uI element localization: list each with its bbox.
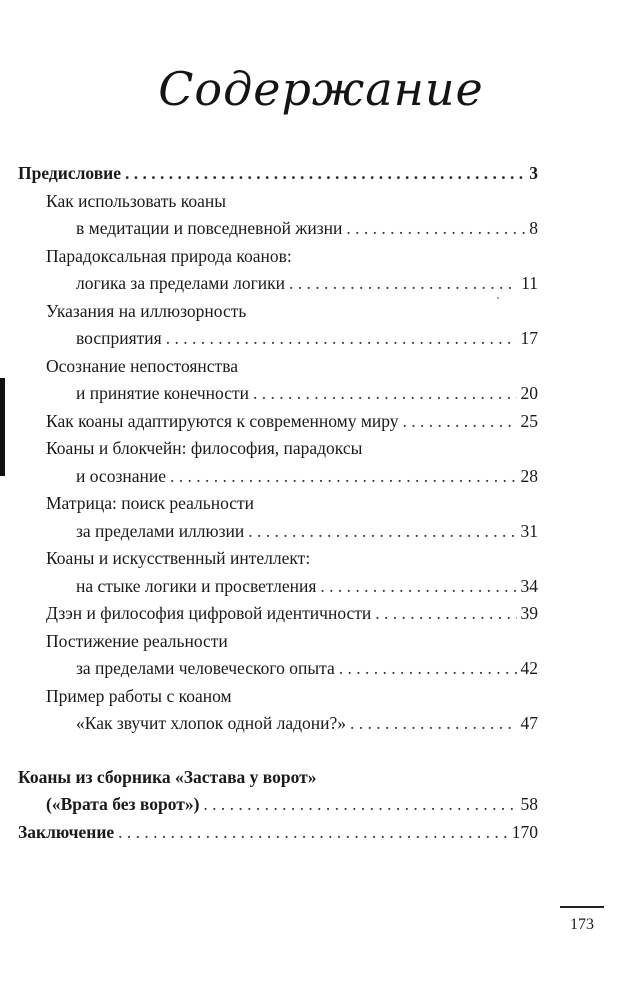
toc-entry-line1[interactable]: Постижение реальности [46,630,228,651]
toc-entry-line1[interactable]: Осознание непостоянства [46,355,238,376]
toc-entry-line1[interactable]: Указания на иллюзорность [46,300,247,321]
toc-entry-text: за пределами человеческого опыта [76,658,335,678]
toc-page-number: 31 [520,520,538,541]
toc-page-number: 39 [520,603,538,623]
toc-page-number: 42 [520,658,538,678]
toc-entry-text: Дзэн и философия цифровой идентичности [46,603,372,623]
toc-page-number: 58 [520,794,538,814]
toc-entry-line2[interactable] [18,463,538,491]
toc-leader-dots [125,160,525,188]
toc-entry-line2[interactable] [18,215,538,243]
toc-entry-line2[interactable] [18,573,538,601]
toc-entry-text: восприятия [76,328,162,348]
section-gap [18,738,538,764]
toc-leader-dots [320,573,516,601]
scan-edge-mark [0,378,5,476]
toc-entry-line2[interactable] [18,710,538,738]
toc-entry-preface[interactable] [18,160,538,188]
toc-entry-text: Как коаны адаптируются к современному миру [46,410,399,431]
toc-leader-dots [166,325,517,353]
toc-entry-conclusion[interactable] [18,819,538,847]
toc-entry-text: Предисловие [18,163,122,183]
toc-entry-line1[interactable]: Как использовать коаны [46,190,226,211]
page-number: 173 [570,916,594,933]
toc-entry-koans-line2[interactable] [18,791,538,819]
page-title: Содержание [158,62,484,116]
toc-leader-dots [203,791,516,819]
toc-leader-dots [289,270,517,298]
toc-entry-line2[interactable] [18,270,538,298]
toc-entry-koans-line1[interactable]: Коаны из сборника «Застава у ворот» [18,766,317,787]
toc-page-number: 170 [511,821,538,842]
toc-page-number: 34 [520,575,538,596]
toc-entry-line2[interactable] [18,380,538,408]
toc-page-number: 17 [520,328,538,348]
toc-entry-line2[interactable] [18,325,538,353]
toc-entry-line2[interactable] [18,655,538,683]
toc-leader-dots [339,655,517,683]
toc-entry-text: в медитации и повседневной жизни [76,218,343,238]
toc-entry-text: Заключение [18,821,115,842]
toc-leader-dots [170,463,517,491]
toc-page-number: 25 [520,410,538,431]
toc-entry-text: («Врата без ворот») [46,794,200,814]
toc-leader-dots [403,408,517,436]
toc-page-number: 3 [529,163,538,183]
toc-entry-line1[interactable]: Парадоксальная природа коанов: [46,245,292,266]
toc-entry-line1[interactable]: Коаны и искусственный интеллект: [46,548,311,568]
toc-entry-line1[interactable]: Пример работы с коаном [46,685,232,706]
toc-entry-text: логика за пределами логики [76,273,285,293]
toc-leader-dots [248,518,516,546]
toc-leader-dots [118,819,508,847]
toc-entry-text: за пределами иллюзии [76,520,245,541]
toc-page-number: 8 [529,218,538,238]
table-of-contents [18,160,538,846]
toc-entry-text: и принятие конечности [76,383,249,403]
folio-rule [560,906,604,908]
toc-page-number: 28 [520,465,538,486]
toc-leader-dots [375,600,516,628]
toc-entry-text: «Как звучит хлопок одной ладони?» [76,713,346,733]
toc-page-number: 47 [520,713,538,733]
toc-entry[interactable] [18,408,538,436]
toc-page-number: 11 [521,273,538,293]
toc-entry-text: на стыке логики и просветления [76,575,317,596]
toc-entry-line1[interactable]: Матрица: поиск реальности [46,493,255,513]
toc-leader-dots [253,380,517,408]
toc-entry[interactable] [18,600,538,628]
toc-page-number: 20 [520,383,538,403]
toc-leader-dots [350,710,517,738]
toc-entry-text: и осознание [76,465,166,486]
toc-entry-line1[interactable]: Коаны и блокчейн: философия, парадоксы [46,438,363,458]
toc-entry-line2[interactable] [18,518,538,546]
toc-leader-dots [346,215,525,243]
